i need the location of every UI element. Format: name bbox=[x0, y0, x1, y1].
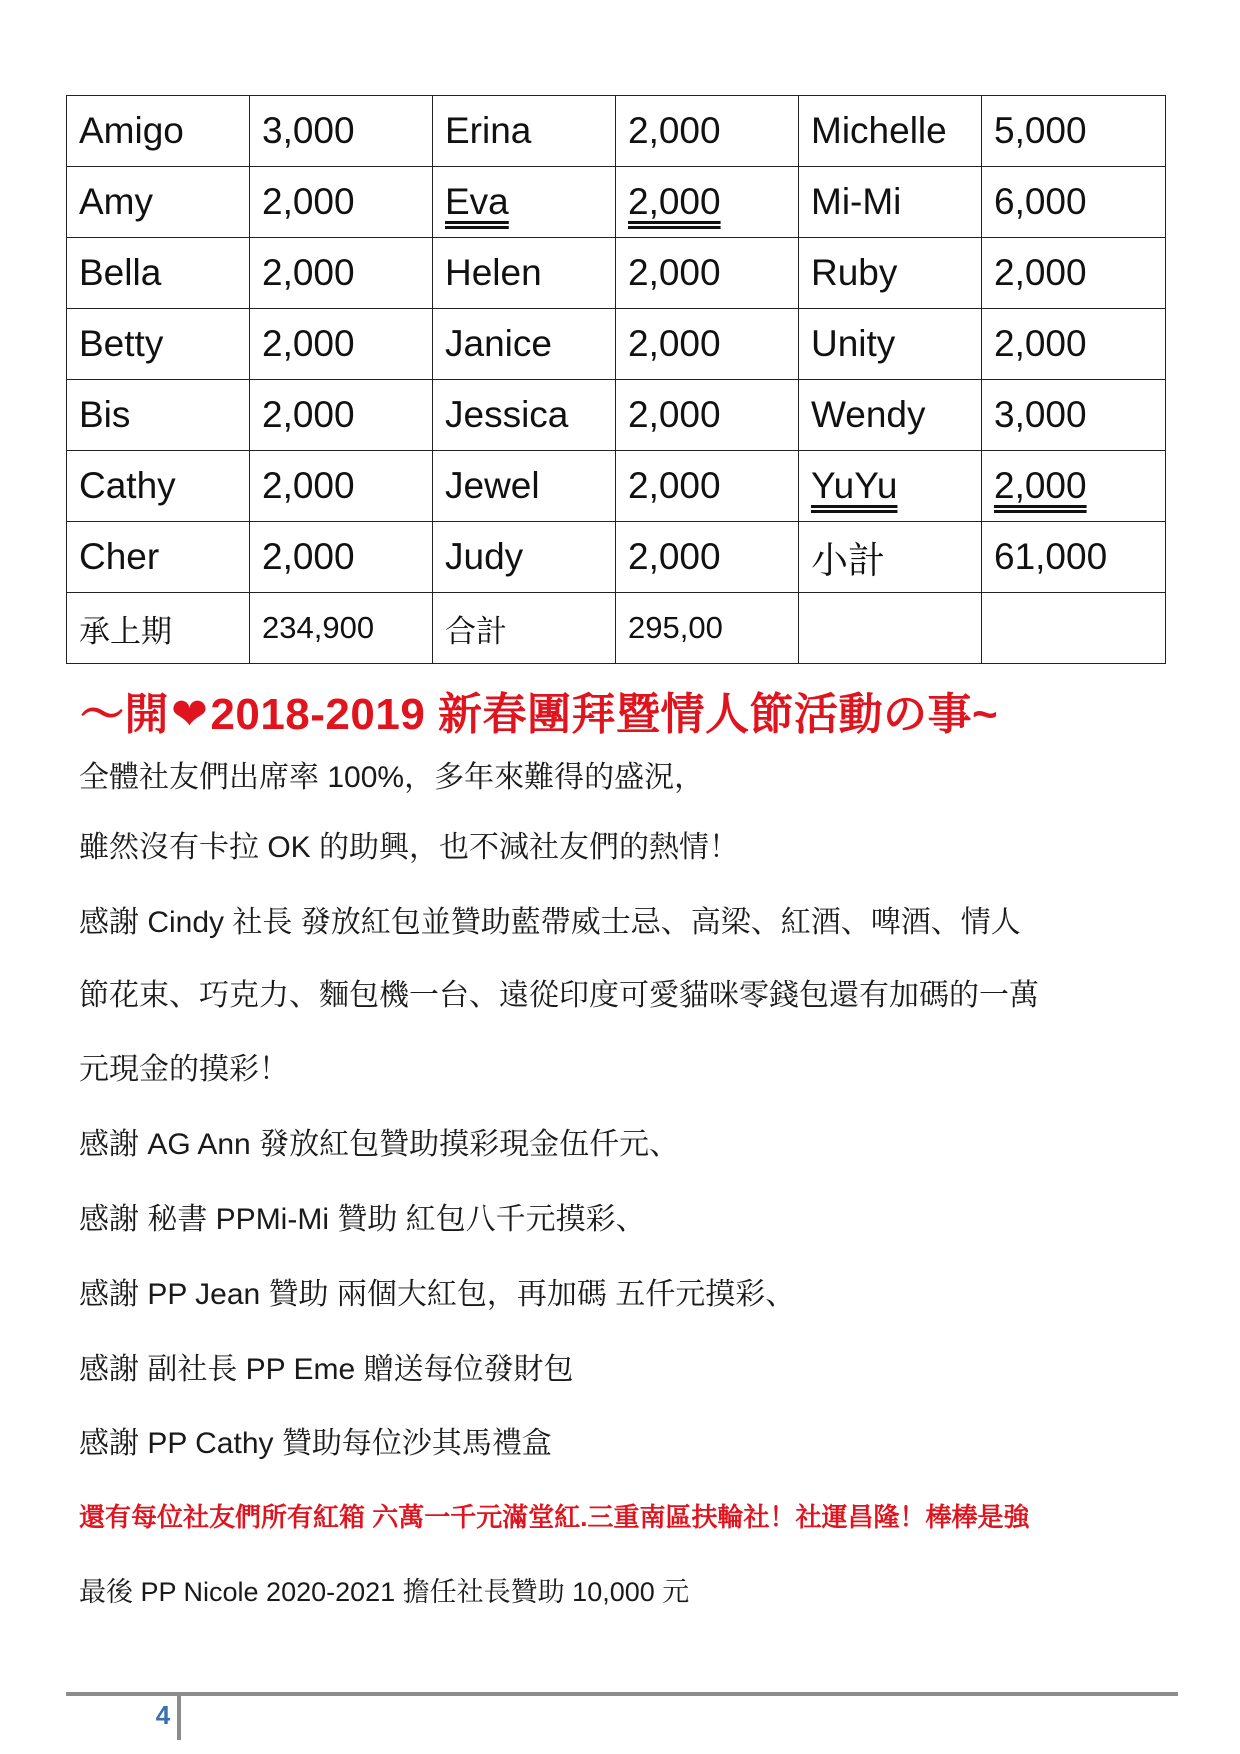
amount-cell bbox=[616, 96, 799, 167]
paragraph-enthusiasm: 雖然沒有卡拉 OK 的助興，也不減社友們的熱情！ bbox=[79, 831, 740, 864]
cell-text: Cher bbox=[79, 536, 160, 577]
heart-icon: ❤ bbox=[171, 690, 209, 739]
amount-cell bbox=[250, 380, 433, 451]
cell-text: Helen bbox=[445, 252, 542, 293]
cell-text: 2,000 bbox=[262, 252, 355, 293]
cell-text: 2,000 bbox=[262, 394, 355, 435]
paragraph-thanks-cindy-cont: 節花束、巧克力、麵包機一台、遠從印度可愛貓咪零錢包還有加碼的一萬 bbox=[79, 979, 1039, 1012]
table-row bbox=[67, 96, 1166, 167]
banner-text-before: ～開 bbox=[80, 690, 169, 739]
amount-cell bbox=[982, 238, 1166, 309]
member-name-cell bbox=[799, 96, 982, 167]
paragraph-thanks-cathy: 感謝 PP Cathy 贊助每位沙其馬禮盒 bbox=[79, 1427, 552, 1460]
page-number: 4 bbox=[155, 1700, 171, 1730]
cell-text: 5,000 bbox=[994, 110, 1087, 151]
cell-text: 295,00 bbox=[628, 610, 723, 645]
table-row bbox=[67, 451, 1166, 522]
member-name-cell bbox=[67, 96, 250, 167]
cell-text: Unity bbox=[811, 323, 896, 364]
paragraph-thanks-cindy-end: 元現金的摸彩！ bbox=[79, 1053, 289, 1086]
member-name-cell bbox=[799, 522, 982, 593]
amount-cell bbox=[250, 238, 433, 309]
cell-text: Bella bbox=[79, 252, 162, 293]
member-name-cell bbox=[433, 593, 616, 664]
amount-cell bbox=[982, 593, 1166, 664]
table-row bbox=[67, 380, 1166, 451]
amount-cell bbox=[982, 167, 1166, 238]
member-name-cell bbox=[433, 309, 616, 380]
cell-text: Judy bbox=[445, 536, 524, 577]
cell-text: 3,000 bbox=[262, 110, 355, 151]
cell-text: Michelle bbox=[811, 110, 947, 151]
member-name-cell bbox=[67, 593, 250, 664]
cell-text: 2,000 bbox=[628, 110, 721, 151]
cell-text: 2,000 bbox=[628, 536, 721, 577]
cell-text: 2,000 bbox=[628, 252, 721, 293]
cell-text: Eva bbox=[445, 181, 509, 222]
amount-cell bbox=[982, 522, 1166, 593]
amount-cell bbox=[250, 96, 433, 167]
paragraph-thanks-cindy: 感謝 Cindy 社長 發放紅包並贊助藍帶威士忌、高梁、紅酒、啤酒、情人 bbox=[79, 906, 1021, 939]
cell-text: 3,000 bbox=[994, 394, 1087, 435]
paragraph-nicole-sponsor: 最後 PP Nicole 2020-2021 擔任社長贊助 10,000 元 bbox=[79, 1577, 690, 1607]
paragraph-thanks-ag-ann: 感謝 AG Ann 發放紅包贊助摸彩現金伍仟元、 bbox=[79, 1128, 680, 1161]
amount-cell bbox=[616, 522, 799, 593]
table-row bbox=[67, 593, 1166, 664]
amount-cell bbox=[250, 522, 433, 593]
amount-cell bbox=[982, 96, 1166, 167]
member-name-cell bbox=[433, 451, 616, 522]
cell-text: Erina bbox=[445, 110, 532, 151]
table-row bbox=[67, 522, 1166, 593]
cell-text: 2,000 bbox=[628, 394, 721, 435]
cell-text: 234,900 bbox=[262, 610, 375, 645]
paragraph-thanks-jean: 感謝 PP Jean 贊助 兩個大紅包，再加碼 五仟元摸彩、 bbox=[79, 1278, 796, 1311]
member-name-cell bbox=[67, 522, 250, 593]
paragraph-red-box-highlight: 還有每位社友們所有紅箱 六萬一千元滿堂紅.三重南區扶輪社！社運昌隆！棒棒是強 bbox=[79, 1502, 1030, 1532]
cell-text: 2,000 bbox=[628, 181, 721, 222]
amount-cell bbox=[250, 309, 433, 380]
cell-text: YuYu bbox=[811, 465, 898, 506]
cell-text: 2,000 bbox=[262, 181, 355, 222]
member-name-cell bbox=[799, 167, 982, 238]
member-name-cell bbox=[433, 522, 616, 593]
amount-cell bbox=[616, 451, 799, 522]
cell-text: 2,000 bbox=[262, 536, 355, 577]
cell-text: Betty bbox=[79, 323, 164, 364]
member-name-cell bbox=[799, 309, 982, 380]
amount-cell bbox=[616, 593, 799, 664]
cell-text: Janice bbox=[445, 323, 552, 364]
cell-text: Amigo bbox=[79, 110, 184, 151]
cell-text: 小計 bbox=[811, 540, 885, 581]
cell-text: Ruby bbox=[811, 252, 898, 293]
member-name-cell bbox=[67, 380, 250, 451]
amount-cell bbox=[616, 167, 799, 238]
member-name-cell bbox=[799, 238, 982, 309]
table-row bbox=[67, 309, 1166, 380]
paragraph-attendance: 全體社友們出席率 100%，多年來難得的盛況， bbox=[79, 761, 705, 794]
cell-text: 2,000 bbox=[994, 252, 1087, 293]
cell-text: 2,000 bbox=[628, 465, 721, 506]
member-name-cell bbox=[433, 96, 616, 167]
member-name-cell bbox=[433, 167, 616, 238]
member-name-cell bbox=[67, 238, 250, 309]
member-name-cell bbox=[67, 451, 250, 522]
cell-text: Amy bbox=[79, 181, 153, 222]
table-row bbox=[67, 167, 1166, 238]
cell-text: Cathy bbox=[79, 465, 176, 506]
event-banner-title bbox=[80, 678, 1200, 742]
cell-text: 合計 bbox=[445, 613, 507, 649]
amount-cell bbox=[982, 309, 1166, 380]
donation-table-body bbox=[67, 96, 1166, 664]
donation-table bbox=[66, 95, 1166, 664]
cell-text: 2,000 bbox=[262, 465, 355, 506]
amount-cell bbox=[250, 167, 433, 238]
footer-divider bbox=[66, 1692, 1178, 1696]
cell-text: Wendy bbox=[811, 394, 926, 435]
member-name-cell bbox=[67, 167, 250, 238]
cell-text: Jewel bbox=[445, 465, 540, 506]
cell-text: 2,000 bbox=[628, 323, 721, 364]
cell-text: Mi-Mi bbox=[811, 181, 902, 222]
paragraph-thanks-mimi: 感謝 秘書 PPMi-Mi 贊助 紅包八千元摸彩、 bbox=[79, 1203, 646, 1236]
cell-text: 2,000 bbox=[994, 465, 1087, 506]
amount-cell bbox=[982, 451, 1166, 522]
amount-cell bbox=[982, 380, 1166, 451]
member-name-cell bbox=[433, 380, 616, 451]
member-name-cell bbox=[799, 593, 982, 664]
cell-text: 2,000 bbox=[262, 323, 355, 364]
member-name-cell bbox=[433, 238, 616, 309]
member-name-cell bbox=[67, 309, 250, 380]
amount-cell bbox=[250, 593, 433, 664]
table-row bbox=[67, 238, 1166, 309]
paragraph-thanks-eme: 感謝 副社長 PP Eme 贈送每位發財包 bbox=[79, 1353, 574, 1386]
banner-text-after: 2018-2019 新春團拜暨情人節活動の事~ bbox=[210, 690, 999, 739]
amount-cell bbox=[616, 238, 799, 309]
amount-cell bbox=[616, 380, 799, 451]
amount-cell bbox=[250, 451, 433, 522]
member-name-cell bbox=[799, 451, 982, 522]
cell-text: 61,000 bbox=[994, 536, 1108, 577]
cell-text: 承上期 bbox=[79, 613, 172, 649]
page-number-divider bbox=[177, 1696, 181, 1740]
cell-text: 2,000 bbox=[994, 323, 1087, 364]
amount-cell bbox=[616, 309, 799, 380]
cell-text: Bis bbox=[79, 394, 131, 435]
member-name-cell bbox=[799, 380, 982, 451]
cell-text: Jessica bbox=[445, 394, 569, 435]
cell-text: 6,000 bbox=[994, 181, 1087, 222]
